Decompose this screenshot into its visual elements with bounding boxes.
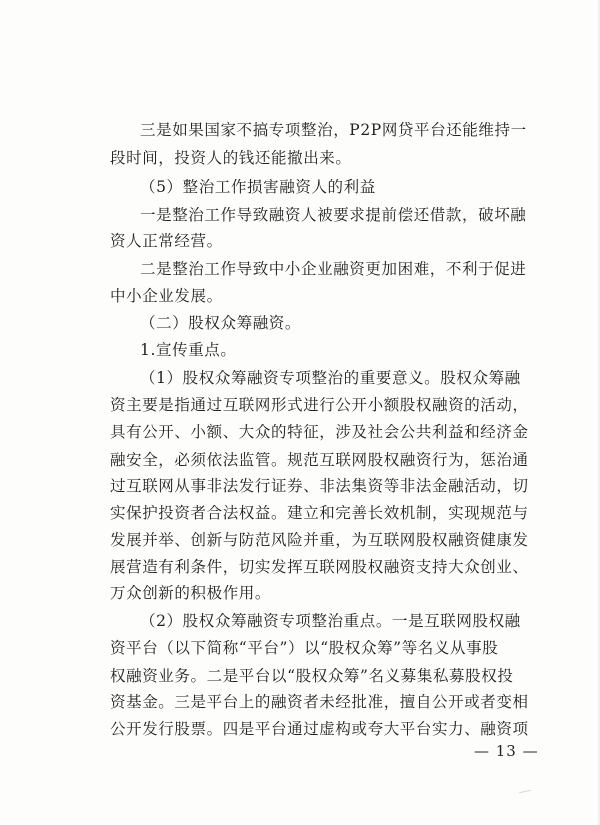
text-line: 资平台（以下简称“平台”）以“股权众筹”等名义从事股 (110, 639, 499, 657)
text-line: 融安全，必须依法监管。规范互联网股权融资行为，惩治通 (110, 451, 529, 469)
text-line: （1）股权众筹融资专项整治的重要意义。股权众筹融 (140, 369, 521, 387)
text-line: 过互联网从事非法发行证券、非法集资等非法金融活动，切 (110, 477, 529, 495)
text-line: 资人正常经营。 (110, 232, 223, 250)
text-line: 资主要是指通过互联网形式进行公开小额股权融资的活动， (110, 396, 529, 414)
page-number: — 13 — (474, 742, 539, 760)
text-line: 中小企业发展。 (110, 287, 223, 305)
text-line: （5）整治工作损害融资人的利益 (140, 178, 376, 196)
text-line: 二是整治工作导致中小企业融资更加困难，不利于促进 (140, 260, 527, 278)
text-line: 段时间，投资人的钱还能撤出来。 (110, 149, 352, 167)
text-line: 1.宣传重点。 (140, 341, 237, 359)
text-line: 三是如果国家不搞专项整治，P2P网贷平台还能维持一 (140, 121, 527, 139)
text-line: 一是整治工作导致融资人被要求提前偿还借款，破坏融 (140, 206, 527, 224)
text-line: 实保护投资者合法权益。建立和完善长效机制，实现规范与 (110, 504, 529, 522)
text-line: （2）股权众筹融资专项整治重点。一是互联网股权融 (140, 612, 521, 630)
scan-mark (519, 790, 531, 793)
text-line: 发展并举、创新与防范风险并重，为互联网股权融资健康发 (110, 531, 529, 549)
text-line: （二）股权众筹融资。 (140, 314, 302, 332)
text-line: 展营造有利条件，切实发挥互联网股权融资支持大众创业、 (110, 558, 529, 576)
text-line: 资基金。三是平台上的融资者未经批准，擅自公开或者变相 (110, 693, 529, 711)
text-line: 万众创新的积极作用。 (110, 584, 272, 602)
text-line: 公开发行股票。四是平台通过虚构或夸大平台实力、融资项 (110, 720, 529, 738)
text-line: 权融资业务。二是平台以“股权众筹”名义募集私募股权投 (110, 667, 514, 685)
text-line: 具有公开、小额、大众的特征，涉及社会公共利益和经济金 (110, 423, 529, 441)
